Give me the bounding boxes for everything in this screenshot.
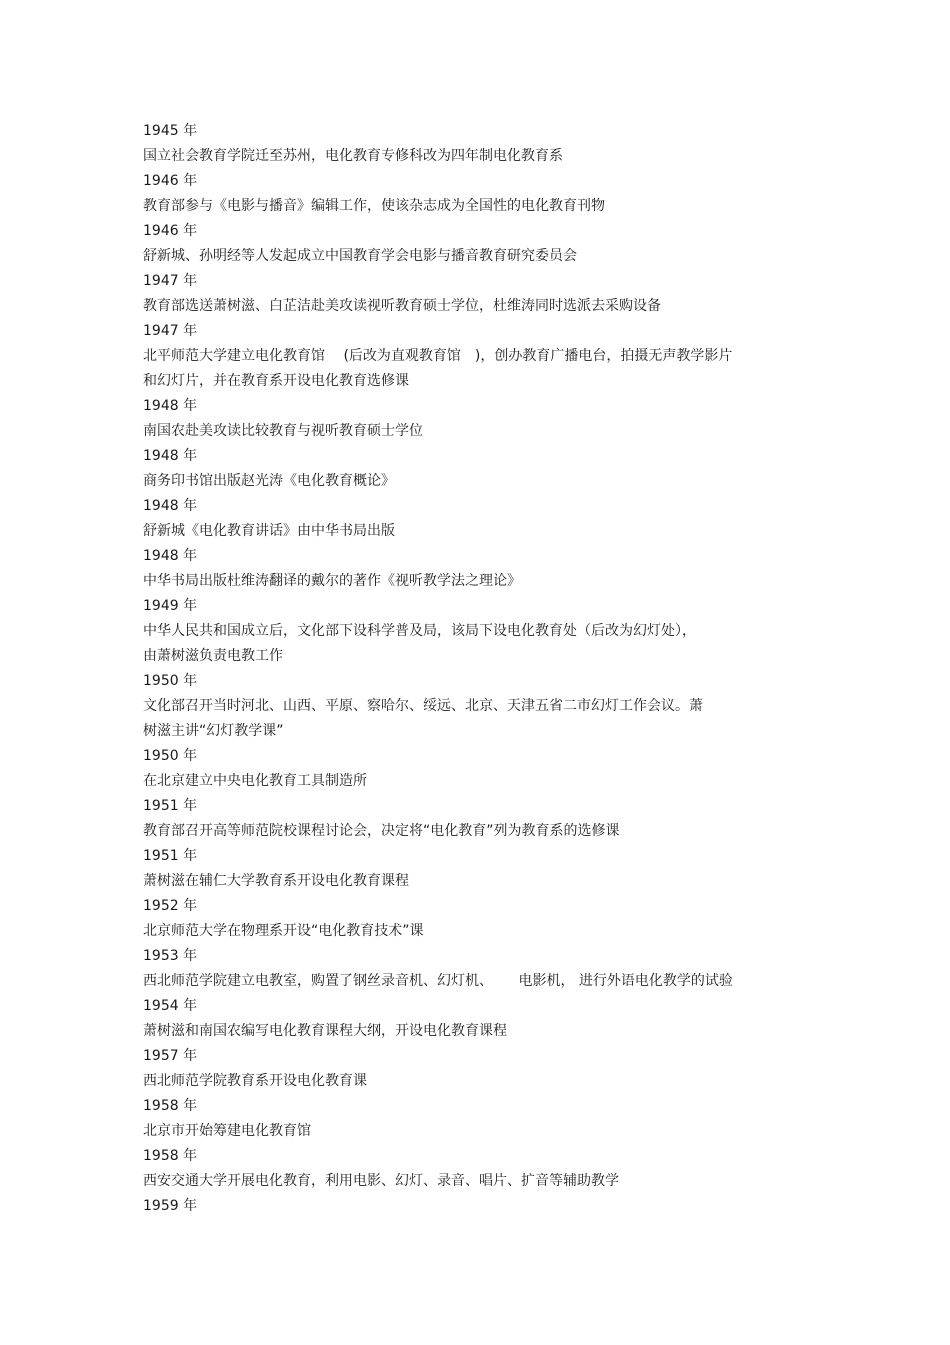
entry-year: 1948 年 <box>143 448 198 464</box>
entry-year: 1949 年 <box>143 598 198 614</box>
timeline-entry <box>143 744 803 794</box>
entry-event-line: 中华书局出版杜维涛翻译的戴尔的著作《视听教学法之理论》 <box>143 573 521 589</box>
timeline-entry <box>143 844 803 894</box>
timeline-entry <box>143 1044 803 1094</box>
entry-event-line: 西北师范学院建立电教室，购置了钢丝录音机、幻灯机、 电影机， 进行外语电化教学的试验 <box>143 973 733 989</box>
entry-year: 1951 年 <box>143 848 198 864</box>
timeline-entry <box>143 794 803 844</box>
entry-event-line: 树滋主讲“幻灯教学课” <box>143 723 284 739</box>
entry-event-line: 教育部选送萧树滋、白芷洁赴美攻读视听教育硕士学位，杜维涛同时选派去采购设备 <box>143 298 661 314</box>
timeline-entry <box>143 219 803 269</box>
entry-year: 1957 年 <box>143 1048 198 1064</box>
entry-event-line: 舒新城《电化教育讲话》由中华书局出版 <box>143 523 395 539</box>
timeline-entry <box>143 319 803 394</box>
entry-year: 1950 年 <box>143 748 198 764</box>
entry-event-line: 西安交通大学开展电化教育，利用电影、幻灯、录音、唱片、扩音等辅助教学 <box>143 1173 619 1189</box>
entry-event-line: 国立社会教育学院迁至苏州，电化教育专修科改为四年制电化教育系 <box>143 148 563 164</box>
entry-year: 1953 年 <box>143 948 198 964</box>
timeline-entry <box>143 994 803 1044</box>
timeline-entry <box>143 944 803 994</box>
timeline-entry <box>143 444 803 494</box>
timeline-entry <box>143 894 803 944</box>
timeline-entry <box>143 669 803 744</box>
entry-event-line: 北京师范大学在物理系开设“电化教育技术”课 <box>143 923 424 939</box>
entry-event-line: 商务印书馆出版赵光涛《电化教育概论》 <box>143 473 395 489</box>
entry-event-line: 舒新城、孙明经等人发起成立中国教育学会电影与播音教育研究委员会 <box>143 248 577 264</box>
entry-year: 1948 年 <box>143 398 198 414</box>
timeline <box>143 119 803 1219</box>
entry-event-line: 教育部参与《电影与播音》编辑工作，使该杂志成为全国性的电化教育刊物 <box>143 198 605 214</box>
entry-year: 1950 年 <box>143 673 198 689</box>
timeline-entry <box>143 494 803 544</box>
entry-year: 1947 年 <box>143 323 198 339</box>
entry-event-line: 中华人民共和国成立后，文化部下设科学普及局，该局下设电化教育处（后改为幻灯处）， <box>143 623 696 639</box>
entry-year: 1954 年 <box>143 998 198 1014</box>
entry-event-line: 北京市开始筹建电化教育馆 <box>143 1123 311 1139</box>
timeline-entry <box>143 269 803 319</box>
entry-year: 1948 年 <box>143 548 198 564</box>
timeline-entry <box>143 1094 803 1144</box>
entry-event-line: 和幻灯片，并在教育系开设电化教育选修课 <box>143 373 409 389</box>
entry-year: 1959 年 <box>143 1198 198 1214</box>
entry-year: 1952 年 <box>143 898 198 914</box>
timeline-entry <box>143 1144 803 1194</box>
entry-year: 1958 年 <box>143 1148 198 1164</box>
entry-event-line: 由萧树滋负责电教工作 <box>143 648 283 664</box>
entry-year: 1948 年 <box>143 498 198 514</box>
entry-event-line: 萧树滋和南国农编写电化教育课程大纲，开设电化教育课程 <box>143 1023 507 1039</box>
entry-event-line: 萧树滋在辅仁大学教育系开设电化教育课程 <box>143 873 409 889</box>
entry-year: 1951 年 <box>143 798 198 814</box>
entry-event-line: 西北师范学院教育系开设电化教育课 <box>143 1073 367 1089</box>
entry-year: 1945 年 <box>143 123 198 139</box>
timeline-entry <box>143 394 803 444</box>
timeline-entry <box>143 119 803 169</box>
entry-year: 1958 年 <box>143 1098 198 1114</box>
entry-event-line: 文化部召开当时河北、山西、平原、察哈尔、绥远、北京、天津五省二市幻灯工作会议。萧 <box>143 698 703 714</box>
entry-event-line: 南国农赴美攻读比较教育与视听教育硕士学位 <box>143 423 423 439</box>
timeline-entry <box>143 169 803 219</box>
entry-event-line: 在北京建立中央电化教育工具制造所 <box>143 773 367 789</box>
entry-year: 1946 年 <box>143 173 198 189</box>
entry-year: 1947 年 <box>143 273 198 289</box>
entry-event-line: 教育部召开高等师范院校课程讨论会，决定将“电化教育”列为教育系的选修课 <box>143 823 620 839</box>
entry-event-line: 北平师范大学建立电化教育馆 (后改为直观教育馆 )，创办教育广播电台，拍摄无声教学影片 <box>143 348 733 364</box>
entry-year: 1946 年 <box>143 223 198 239</box>
timeline-entry <box>143 544 803 594</box>
timeline-entry <box>143 1194 803 1219</box>
timeline-entry <box>143 594 803 669</box>
